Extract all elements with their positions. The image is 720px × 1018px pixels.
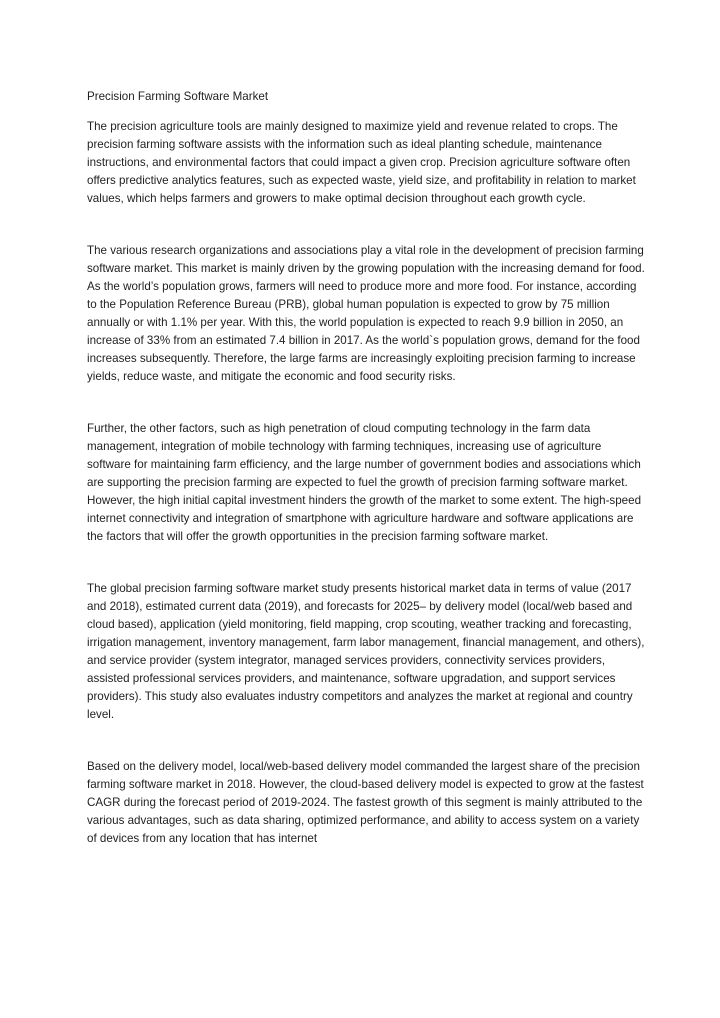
paragraph-factors: Further, the other factors, such as high penetration of cloud computing technology in the farm data management, integration of mobile technology with farming techniques, increasing use of agriculture software for maintaining farm efficiency, and the large number of government bodies and associations which are supporting the precision farming are expected to fuel the growth of precision farming software market. However, the high initial capital investment hinders the growth of the market to some extent. The high-speed internet connectivity and integration of smartphone with agriculture hardware and software applications are the factors that will offer the growth opportunities in the precision farming software market. [87,422,642,543]
document-body [87,88,647,848]
paragraph-intro: The precision agriculture tools are mainly designed to maximize yield and revenue related to crops. The precision farming software assists with the information such as ideal planting schedule, maintenance instructions, and environmental factors that could impact a given crop. Precision agriculture software often offers predictive analytics features, such as expected waste, yield size, and profitability in relation to market values, which helps farmers and growers to make optimal decision throughout each growth cycle. [87,120,636,205]
paragraph-spacer [87,208,647,242]
paragraph-spacer [87,724,647,758]
document-title: Precision Farming Software Market [87,90,269,103]
paragraph-drivers: The various research organizations and associations play a vital role in the development of precision farming software market. This market is mainly driven by the growing population with the increasing demand for food. As the world’s population grows, farmers will need to produce more and more food. For instance, according to the Population Reference Bureau (PRB), global human population is expected to grow by 75 million annually or with 1.1% per year. With this, the world population is expected to reach 9.9 billion in 2050, an increase of 33% from an estimated 7.4 billion in 2017. As the world`s population grows, demand for the food increases subsequently. Therefore, the large farms are increasingly exploiting precision farming to increase yields, reduce waste, and mitigate the economic and food security risks. [87,244,645,383]
paragraph-spacer [87,546,647,580]
paragraph-spacer [87,386,647,420]
paragraph-study-scope: The global precision farming software market study presents historical market data in terms of value (2017 and 2018), estimated current data (2019), and forecasts for 2025– by delivery model (local/web based and cloud based), application (yield monitoring, field mapping, crop scouting, weather tracking and forecasting, irrigation management, inventory management, farm labor management, financial management, and others), and service provider (system integrator, managed services providers, connectivity services providers, assisted professional services providers, and maintenance, software upgradation, and support services providers). This study also evaluates industry competitors and analyzes the market at regional and country level. [87,582,645,721]
paragraph-delivery-model: Based on the delivery model, local/web-based delivery model commanded the largest share of the precision farming software market in 2018. However, the cloud-based delivery model is expected to grow at the fastest CAGR during the forecast period of 2019-2024. The fastest growth of this segment is mainly attributed to the various advantages, such as data sharing, optimized performance, and ability to access system on a variety of devices from any location that has internet [87,760,644,845]
